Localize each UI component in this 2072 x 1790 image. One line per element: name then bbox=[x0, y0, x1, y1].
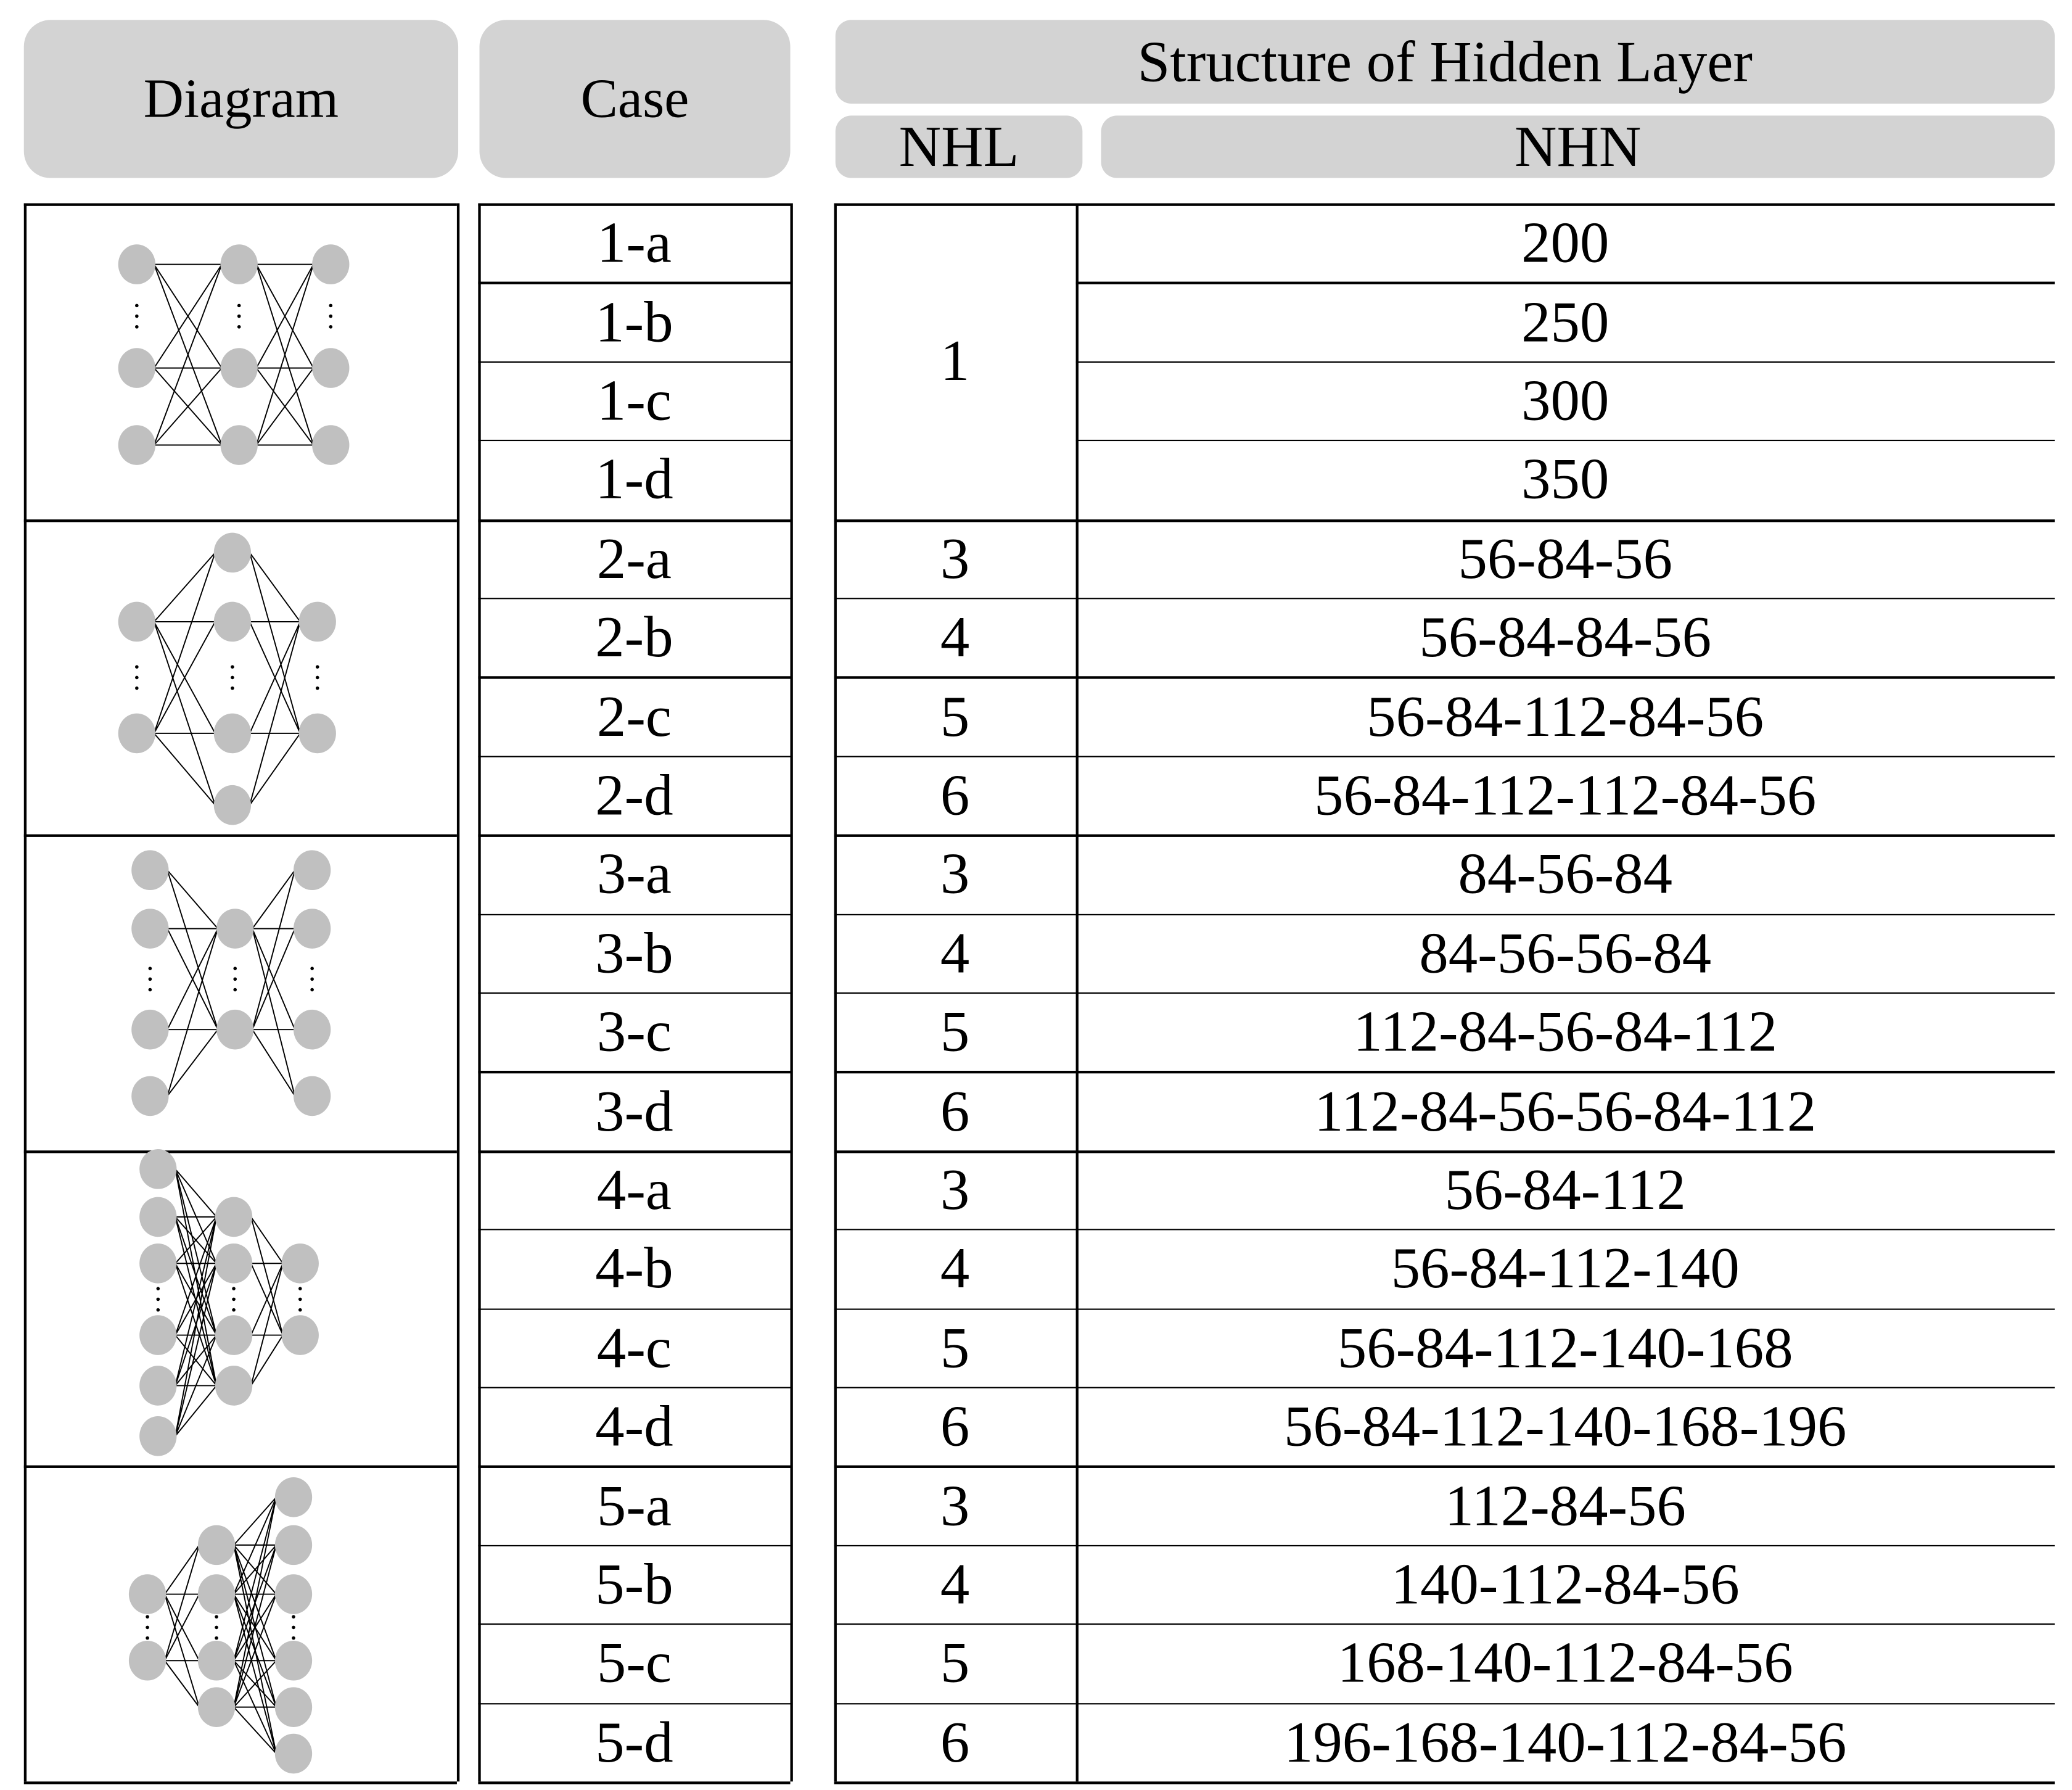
neuron-node bbox=[131, 1010, 168, 1050]
nhn-cell: 56-84-112-140 bbox=[1391, 1235, 1740, 1301]
ellipsis-dot bbox=[232, 1308, 236, 1312]
ellipsis-dot bbox=[231, 687, 234, 690]
nhn-cell: 112-84-56-84-112 bbox=[1353, 999, 1778, 1065]
nhl-cell: 3 bbox=[940, 841, 970, 907]
nhn-cell: 56-84-84-56 bbox=[1419, 604, 1712, 670]
connection-line bbox=[252, 870, 295, 929]
nhl-cell: 1 bbox=[940, 328, 970, 394]
nhl-cell: 5 bbox=[940, 1314, 970, 1380]
case-cell: 4-a bbox=[596, 1157, 672, 1223]
neuron-node bbox=[139, 1244, 176, 1284]
ellipsis-dot bbox=[215, 1636, 218, 1640]
ellipsis-dot bbox=[157, 1298, 160, 1301]
neuron-node bbox=[131, 909, 168, 949]
neuron-node bbox=[221, 348, 258, 388]
neuron-node bbox=[275, 1687, 312, 1727]
nhn-cell: 56-84-112-84-56 bbox=[1367, 683, 1764, 749]
ellipsis-dot bbox=[231, 665, 234, 669]
nhn-cell: 56-84-112-140-168-196 bbox=[1284, 1393, 1847, 1459]
nhl-cell: 3 bbox=[940, 1157, 970, 1223]
ellipsis-dot bbox=[292, 1636, 295, 1640]
nhl-cell: 4 bbox=[940, 1235, 970, 1301]
neuron-node bbox=[198, 1641, 235, 1681]
neuron-node bbox=[118, 348, 155, 388]
neuron-node bbox=[299, 602, 336, 642]
header-nhn-label: NHN bbox=[1515, 114, 1642, 179]
case-cell: 3-a bbox=[596, 841, 672, 907]
connection-line bbox=[165, 1545, 199, 1594]
neuron-node bbox=[216, 1010, 253, 1050]
neuron-node bbox=[215, 1366, 252, 1406]
ellipsis-dot bbox=[232, 1287, 236, 1290]
neuron-node bbox=[214, 602, 251, 642]
ellipsis-dot bbox=[329, 304, 332, 308]
neuron-node bbox=[294, 850, 331, 890]
case-cell: 5-b bbox=[595, 1551, 673, 1617]
neuron-node bbox=[294, 909, 331, 949]
connection-line bbox=[251, 1217, 283, 1335]
nhl-cell: 5 bbox=[940, 683, 970, 749]
connection-line bbox=[251, 1217, 283, 1263]
neuron-node bbox=[118, 425, 155, 465]
ellipsis-dot bbox=[329, 325, 332, 329]
ellipsis-dot bbox=[149, 988, 152, 992]
nhl-cell: 6 bbox=[940, 1078, 970, 1144]
case-cell: 4-d bbox=[595, 1393, 673, 1459]
nhl-cell: 4 bbox=[940, 920, 970, 986]
ellipsis-dot bbox=[135, 304, 139, 308]
ellipsis-dot bbox=[232, 1298, 236, 1301]
neuron-node bbox=[275, 1477, 312, 1517]
nhn-cell: 168-140-112-84-56 bbox=[1337, 1630, 1793, 1696]
nhn-cell: 196-168-140-112-84-56 bbox=[1284, 1709, 1847, 1775]
neuron-node bbox=[139, 1366, 176, 1406]
nhn-cell: 84-56-84 bbox=[1458, 841, 1672, 907]
case-cell: 2-a bbox=[596, 526, 672, 591]
neuron-node bbox=[198, 1687, 235, 1727]
neuron-node bbox=[131, 850, 168, 890]
case-cell: 3-c bbox=[596, 999, 672, 1065]
neuron-node bbox=[198, 1525, 235, 1565]
connection-line bbox=[167, 1029, 218, 1096]
nhn-cell: 112-84-56 bbox=[1444, 1472, 1686, 1538]
connection-line bbox=[165, 1660, 199, 1707]
ellipsis-dot bbox=[316, 665, 319, 669]
neuron-node bbox=[215, 1197, 252, 1237]
connection-line bbox=[250, 622, 300, 805]
nhn-cell: 140-112-84-56 bbox=[1391, 1551, 1740, 1617]
connection-line bbox=[154, 553, 215, 733]
ellipsis-dot bbox=[237, 304, 241, 308]
ellipsis-dot bbox=[146, 1626, 149, 1630]
neuron-node bbox=[129, 1574, 166, 1614]
header-structure-label: Structure of Hidden Layer bbox=[1137, 29, 1753, 94]
ellipsis-dot bbox=[298, 1298, 302, 1301]
neuron-node bbox=[312, 425, 349, 465]
neuron-node bbox=[214, 533, 251, 573]
nhn-cell: 250 bbox=[1521, 289, 1610, 355]
neuron-node bbox=[299, 714, 336, 754]
neuron-node bbox=[118, 714, 155, 754]
ellipsis-dot bbox=[233, 988, 237, 992]
ellipsis-dot bbox=[329, 315, 332, 318]
neuron-node bbox=[139, 1149, 176, 1189]
connection-line bbox=[167, 870, 218, 1029]
case-cell: 4-b bbox=[595, 1235, 673, 1301]
connection-line bbox=[167, 870, 218, 929]
ellipsis-dot bbox=[237, 325, 241, 329]
neuron-node bbox=[275, 1641, 312, 1681]
neuron-node bbox=[118, 244, 155, 284]
case-cell: 5-d bbox=[595, 1709, 673, 1775]
nhl-cell: 5 bbox=[940, 1630, 970, 1696]
ellipsis-dot bbox=[233, 978, 237, 981]
ellipsis-dot bbox=[316, 676, 319, 680]
neuron-node bbox=[216, 909, 253, 949]
nhn-cell: 56-84-112 bbox=[1444, 1157, 1686, 1223]
neuron-node bbox=[282, 1315, 319, 1355]
connection-line bbox=[252, 870, 295, 1029]
nhl-cell: 4 bbox=[940, 1551, 970, 1617]
neuron-node bbox=[215, 1244, 252, 1284]
neuron-node bbox=[139, 1416, 176, 1456]
ellipsis-dot bbox=[149, 967, 152, 970]
case-cell: 1-a bbox=[596, 210, 672, 276]
case-cell: 2-c bbox=[596, 683, 672, 749]
connection-line bbox=[154, 733, 215, 805]
nhn-cell: 56-84-56 bbox=[1458, 526, 1672, 591]
nhn-cell: 84-56-56-84 bbox=[1419, 920, 1712, 986]
ellipsis-dot bbox=[135, 325, 139, 329]
ellipsis-dot bbox=[310, 978, 314, 981]
neuron-node bbox=[139, 1315, 176, 1355]
neuron-node bbox=[294, 1076, 331, 1116]
neuron-node bbox=[221, 425, 258, 465]
connection-line bbox=[167, 929, 218, 1096]
ellipsis-dot bbox=[135, 687, 139, 690]
nhn-cell: 112-84-56-56-84-112 bbox=[1314, 1078, 1817, 1144]
nhn-cell: 350 bbox=[1521, 447, 1610, 513]
nhl-cell: 6 bbox=[940, 762, 970, 828]
ellipsis-dot bbox=[157, 1287, 160, 1290]
neuron-node bbox=[118, 602, 155, 642]
ellipsis-dot bbox=[298, 1287, 302, 1290]
ellipsis-dot bbox=[298, 1308, 302, 1312]
ellipsis-dot bbox=[237, 315, 241, 318]
connection-line bbox=[250, 553, 300, 733]
neuron-node bbox=[198, 1574, 235, 1614]
ellipsis-dot bbox=[146, 1636, 149, 1640]
case-cell: 4-c bbox=[596, 1314, 672, 1380]
neuron-node bbox=[215, 1315, 252, 1355]
neuron-node bbox=[221, 244, 258, 284]
case-cell: 1-b bbox=[595, 289, 673, 355]
ellipsis-dot bbox=[310, 988, 314, 992]
ellipsis-dot bbox=[215, 1615, 218, 1619]
nhl-cell: 3 bbox=[940, 526, 970, 591]
ellipsis-dot bbox=[157, 1308, 160, 1312]
ellipsis-dot bbox=[135, 676, 139, 680]
neuron-node bbox=[282, 1244, 319, 1284]
ellipsis-dot bbox=[135, 315, 139, 318]
header-nhl-label: NHL bbox=[898, 114, 1019, 179]
connection-line bbox=[250, 553, 300, 622]
neuron-node bbox=[214, 785, 251, 825]
header-case-label: Case bbox=[580, 68, 689, 130]
header-diagram-label: Diagram bbox=[143, 68, 339, 130]
case-cell: 1-c bbox=[596, 368, 672, 434]
ellipsis-dot bbox=[292, 1615, 295, 1619]
ellipsis-dot bbox=[316, 687, 319, 690]
neuron-node bbox=[214, 714, 251, 754]
neuron-node bbox=[294, 1010, 331, 1050]
neuron-node bbox=[312, 348, 349, 388]
case-cell: 5-a bbox=[596, 1472, 672, 1538]
nhn-cell: 56-84-112-140-168 bbox=[1337, 1314, 1793, 1380]
nhn-cell: 300 bbox=[1521, 368, 1610, 434]
nhl-cell: 4 bbox=[940, 604, 970, 670]
ellipsis-dot bbox=[149, 978, 152, 981]
connection-line bbox=[250, 733, 300, 805]
neuron-node bbox=[312, 244, 349, 284]
case-cell: 3-d bbox=[595, 1078, 673, 1144]
neuron-node bbox=[275, 1734, 312, 1774]
neuron-node bbox=[275, 1574, 312, 1614]
neuron-node bbox=[131, 1076, 168, 1116]
nhl-cell: 5 bbox=[940, 999, 970, 1065]
ellipsis-dot bbox=[292, 1626, 295, 1630]
connection-line bbox=[252, 929, 295, 1096]
neuron-node bbox=[139, 1197, 176, 1237]
nhl-cell: 3 bbox=[940, 1472, 970, 1538]
case-cell: 2-b bbox=[595, 604, 673, 670]
nhl-cell: 6 bbox=[940, 1393, 970, 1459]
case-cell: 1-d bbox=[595, 447, 673, 513]
case-cell: 5-c bbox=[596, 1630, 672, 1696]
neuron-node bbox=[275, 1525, 312, 1565]
case-cell: 2-d bbox=[595, 762, 673, 828]
connection-line bbox=[165, 1545, 199, 1660]
case-cell: 3-b bbox=[595, 920, 673, 986]
ellipsis-dot bbox=[233, 967, 237, 970]
connection-line bbox=[251, 1335, 283, 1386]
ellipsis-dot bbox=[310, 967, 314, 970]
nhn-cell: 56-84-112-112-84-56 bbox=[1314, 762, 1817, 828]
connection-line bbox=[154, 553, 215, 622]
neuron-node bbox=[129, 1641, 166, 1681]
connection-line bbox=[252, 1029, 295, 1096]
nhl-cell: 6 bbox=[940, 1709, 970, 1775]
ellipsis-dot bbox=[135, 665, 139, 669]
connection-line bbox=[154, 622, 215, 805]
ellipsis-dot bbox=[231, 676, 234, 680]
nhn-cell: 200 bbox=[1521, 210, 1610, 276]
ellipsis-dot bbox=[215, 1626, 218, 1630]
ellipsis-dot bbox=[146, 1615, 149, 1619]
